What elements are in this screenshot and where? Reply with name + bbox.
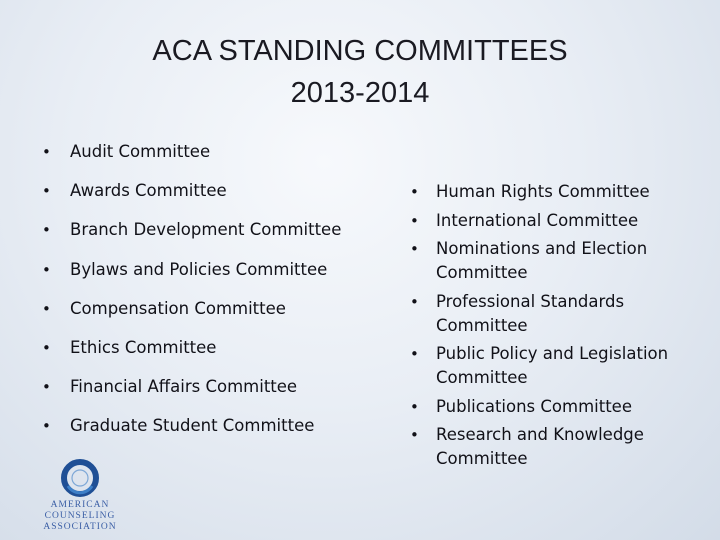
list-item-label: Financial Affairs Committee [70,377,298,397]
list-item-label: Research and Knowledge Committee [436,425,644,468]
logo-text [14,500,146,533]
list-item-label: Ethics Committee [70,337,217,357]
bullet-icon: • [42,143,51,161]
list-item [410,290,710,338]
aca-logo [14,458,146,532]
bullet-icon: • [410,292,419,311]
bullet-icon: • [42,378,51,397]
bullet-icon: • [42,221,51,240]
list-item [410,342,710,390]
list-item [42,414,382,453]
list-item-label: Graduate Student Committee [70,416,315,436]
bullet-icon: • [410,183,419,201]
bullet-icon: • [42,417,51,436]
list-item [410,180,710,204]
bullet-icon: • [410,426,419,444]
logo-text-line-1: AMERICAN COUNSELING [44,500,116,521]
list-item-label: Public Policy and Legislation Committee [436,344,669,387]
list-item [42,297,382,336]
list-item [42,336,382,375]
list-item-label: Human Rights Committee [436,182,650,201]
bullet-icon: • [410,211,419,230]
slide-title-line-1: ACA STANDING COMMITTEES [152,35,568,67]
bullet-icon: • [410,345,419,363]
list-item-label: Branch Development Committee [70,220,342,240]
list-item-label: Publications Committee [436,396,632,416]
list-item [42,258,382,297]
list-item [410,423,710,471]
list-item [42,218,382,257]
list-item-label: Awards Committee [70,181,227,201]
list-item [42,140,382,179]
bullet-icon: • [410,397,419,416]
list-item-label: Compensation Committee [70,298,286,318]
list-item [42,179,382,218]
bullet-icon: • [42,182,51,201]
right-committee-list [410,180,710,476]
list-item-label: Nominations and Election Committee [436,239,648,282]
left-committee-list [42,140,382,454]
list-item [410,237,710,285]
list-item [410,209,710,233]
list-item-label: Audit Committee [70,142,211,161]
list-item [42,375,382,414]
bullet-icon: • [410,240,419,258]
list-item [410,395,710,419]
list-item-label: Professional Standards Committee [436,291,625,335]
aca-ring-logo-icon [60,458,100,498]
slide-title-line-2: 2013-2014 [290,77,430,109]
bullet-icon: • [42,338,51,357]
bullet-icon: • [42,299,51,318]
list-item-label: Bylaws and Policies Committee [70,259,328,279]
list-item-label: International Committee [436,210,639,230]
logo-text-line-2: ASSOCIATION [43,522,117,532]
bullet-icon: • [42,260,51,279]
slide-title [0,30,720,114]
